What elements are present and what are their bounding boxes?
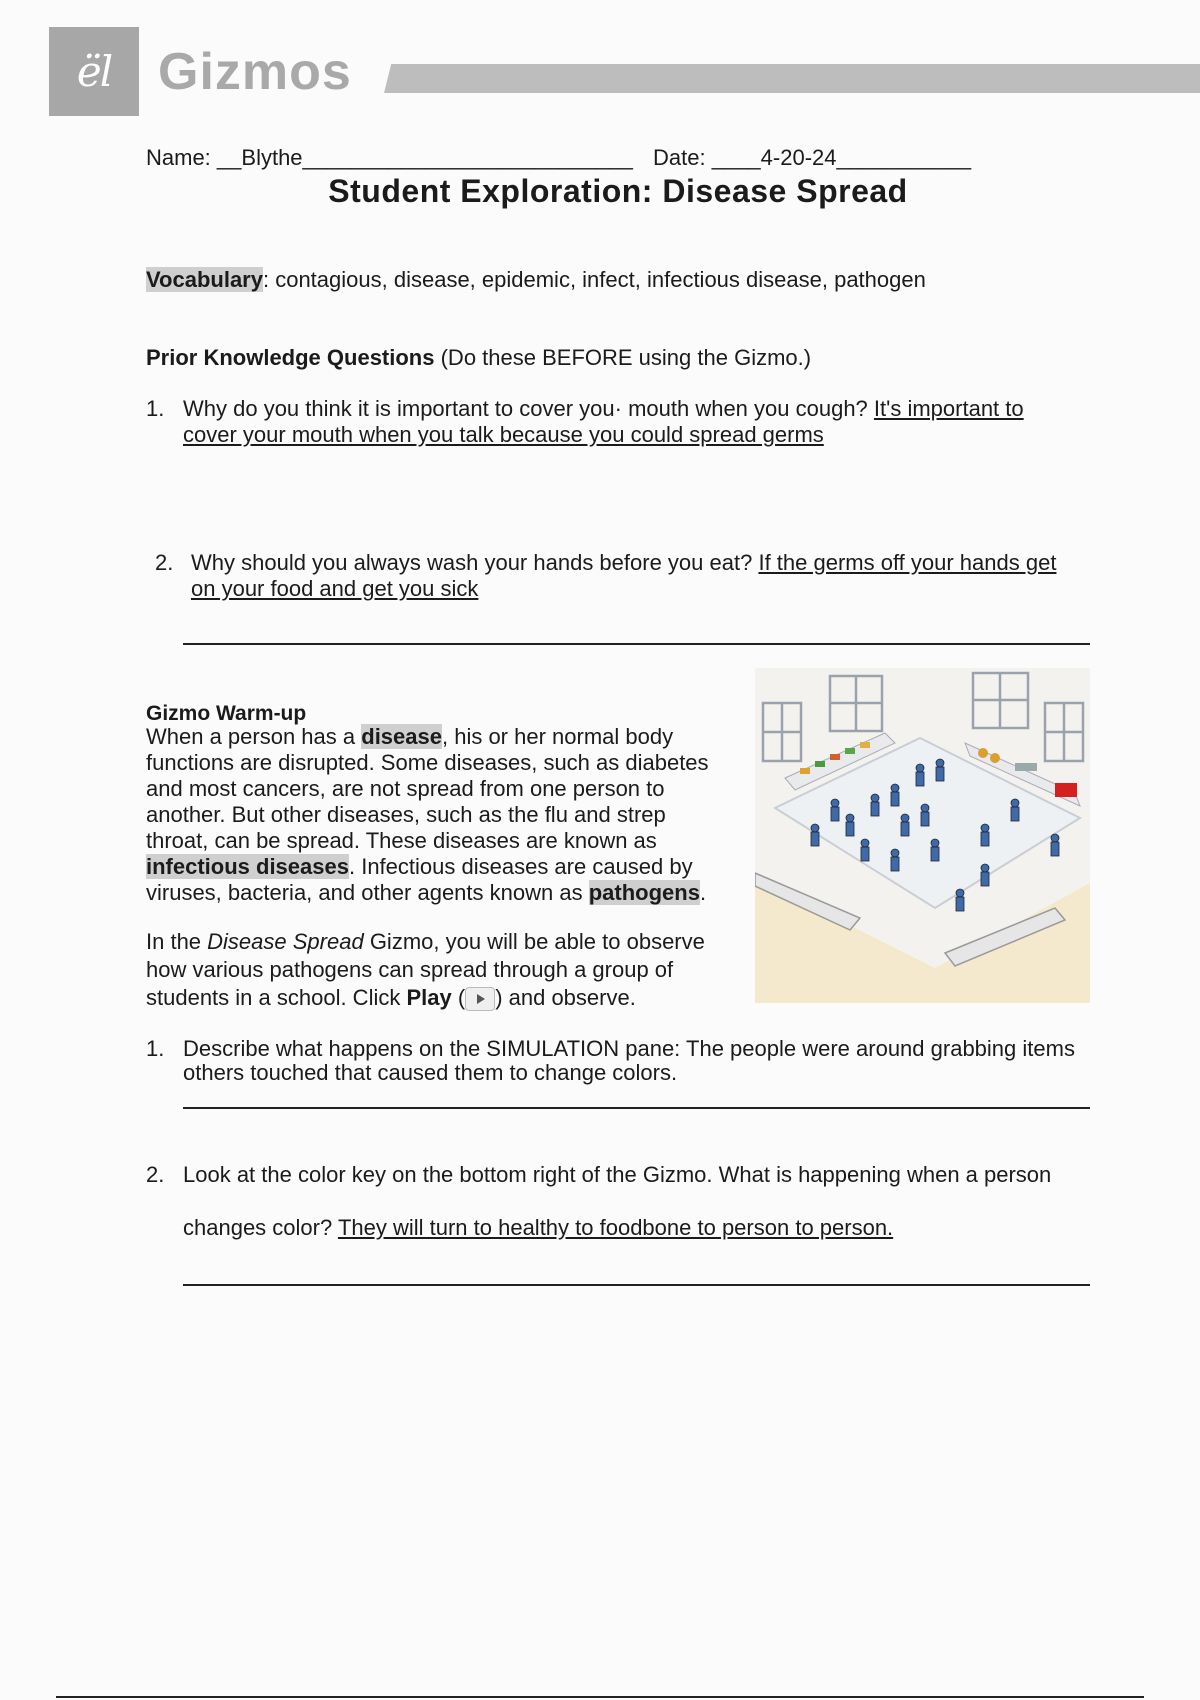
date-value: ____4-20-24___________ [711,145,972,170]
wu-q1-question: Describe what happens on the SIMULATION pane: [183,1036,681,1061]
logo-glyph: ël [76,47,112,96]
term-pathogens: pathogens [588,880,700,905]
vocabulary-line [146,267,926,293]
vocabulary-label: Vocabulary [146,267,263,292]
answer-rule [183,643,1090,645]
p1-text-c: . Infectious diseases are caused by viruses, bacteria, and other agents known as [146,854,693,905]
wu-q1-number: 1. [146,1036,165,1061]
wu-q1-line1 [183,1036,1075,1062]
date-label: Date: [653,145,706,170]
pk-q2-question: Why should you always wash your hands before you eat? [191,550,753,575]
warmup-heading: Gizmo Warm-up [146,702,307,725]
p2-text-d: ) and observe. [495,985,636,1010]
p2-text-c: ( [451,985,466,1010]
play-icon [465,987,495,1011]
warmup-paragraph-2 [146,928,726,1012]
brand-name: Gizmos [158,43,352,101]
pk-q1-line1 [183,396,1024,422]
date-field [653,145,971,171]
wu-q2-answer: They will turn to healthy to foodbone to person to person. [337,1215,894,1240]
wu-q2-question-2: changes color? [183,1215,333,1240]
pk-q1-question: Why do you think it is important to cover you· mouth when you cough? [183,396,868,421]
name-label: Name: [146,145,211,170]
term-disease: disease [361,724,442,749]
simulation-illustration [755,668,1090,1003]
wu-q2-question: Look at the color key on the bottom right of the Gizmo. What is happening when a person [183,1162,1052,1187]
pk-q2-answer-1: If the germs off your hands get [758,550,1057,575]
pk-q2-line1 [191,550,1056,576]
name-value: __Blythe___________________________ [216,145,633,170]
play-label: Play [406,985,452,1010]
warmup-paragraph-1 [146,724,726,906]
pk-q1-answer-1: It's important to [873,396,1024,421]
wu-q2-line2 [183,1215,893,1241]
page-title: Student Exploration: Disease Spread [328,173,908,209]
answer-rule [183,1107,1090,1109]
p1-text-b: , his or her normal body functions are disrupted. Some diseases, such as diabetes and most cancers, are not spread from one person to another. But other diseases, such as the flu and strep throat, can be spread. These diseases are known as [146,724,709,853]
vocabulary-terms: : contagious, disease, epidemic, infect, infectious disease, pathogen [262,267,926,292]
prior-knowledge-heading [146,345,811,371]
pk-q1-answer-2: cover your mouth when you talk because you could spread germs [183,422,824,447]
name-field [146,145,633,171]
answer-rule [183,1284,1090,1286]
p1-text-d: . [699,880,707,905]
prior-instruction: (Do these BEFORE using the Gizmo.) [440,345,812,370]
gizmos-logo [49,27,139,116]
header-bar [384,64,1200,93]
term-infectious-diseases: infectious diseases [146,854,349,879]
pk-q2-number: 2. [155,550,174,575]
p2-text-b: Gizmo, you will be able to observe how various pathogens can spread through a group of students in a school. Click [146,929,705,1010]
page-bottom-rule [56,1696,1144,1698]
pk-q2-answer-2: on your food and get you sick [191,576,479,601]
wu-q1-answer-2: others touched that caused them to change colors. [183,1060,678,1085]
pk-q1-number: 1. [146,396,165,421]
p1-text-a: When a person has a [146,724,362,749]
wu-q1-answer-1: The people were around grabbing items [686,1036,1075,1061]
gizmo-name: Disease Spread [207,929,364,954]
wu-q2-number: 2. [146,1162,165,1187]
p2-text-a: In the [146,929,208,954]
prior-heading-text: Prior Knowledge Questions [146,345,435,370]
